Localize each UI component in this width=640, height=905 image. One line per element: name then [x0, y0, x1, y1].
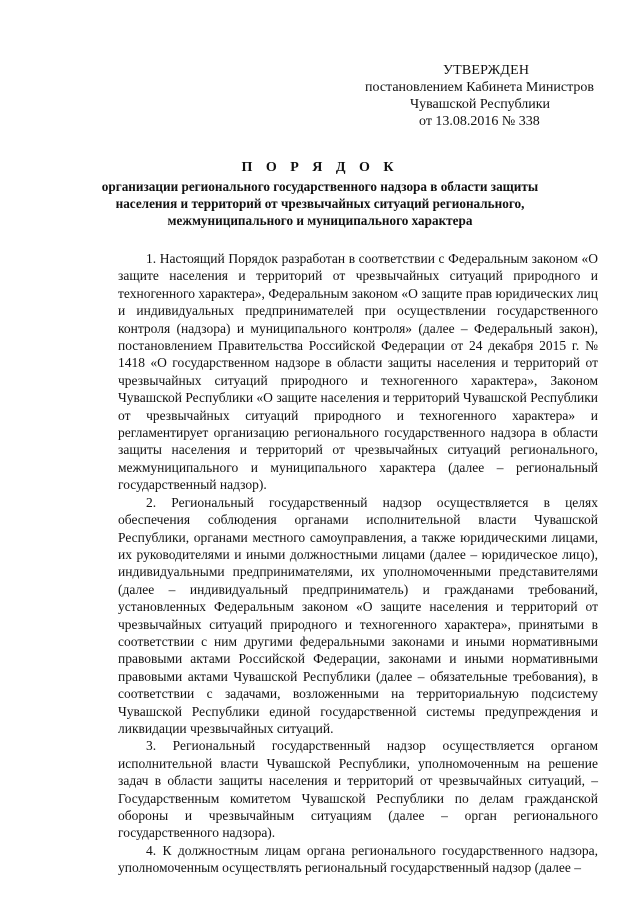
approval-stamp-block — [365, 62, 625, 130]
paragraph-2: 2. Региональный государственный надзор осуществляется в целях обеспечения соблюдения органами исполнительной власти Чувашской Республики, органами местного самоуправления, а также юридическими лицами, их руководителями и иными должностными лицами (далее – юридическое лицо), индивидуальными предпринимателями, их уполномоченными представителями (далее – индивидуальный предприниматель) и гражданами требований, установленных Федеральным законом «О защите населения и территорий от чрезвычайных ситуаций природного и техногенного характера», принятыми в соответствии с ним другими федеральными законами и иными нормативными правовыми актами Российской Федерации, законами и иными нормативными правовыми актами Чувашской Республики (далее – обязательные требования), в соответствии с задачами, возложенными на территориальную подсистему Чувашской Республики единой государственной системы предупреждения и ликвидации чрезвычайных ситуаций. — [118, 494, 598, 736]
approval-line-republic: Чувашской Республики — [410, 97, 551, 112]
approval-line-issuer: постановлением Кабинета Министров — [365, 80, 594, 95]
paragraph-1: 1. Настоящий Порядок разработан в соответствии с Федеральным законом «О защите населения и территорий от чрезвычайных ситуаций природного и техногенного характера», Федеральным законом «О защите прав юридических лиц и индивидуальных предпринимателей при осуществлении государственного контроля (надзора) и муниципального контроля» (далее – Федеральный закон), постановлением Правительства Российской Федерации от 24 декабря 2015 г. № 1418 «О государственном надзоре в области защиты населения и территорий от чрезвычайных ситуаций природного и техногенного характера», Законом Чувашской Республики «О защите населения и территорий Чувашской Республики от чрезвычайных ситуаций природного и техногенного характера» и регламентирует организацию регионального государственного надзора в области защиты населения и территорий от чрезвычайных ситуаций регионального, межмуниципального и муниципального характера (далее – региональный государственный надзор). — [118, 251, 598, 493]
document-title: П О Р Я Д О К — [241, 160, 399, 175]
paragraph-3: 3. Региональный государственный надзор осуществляется органом исполнительной власти Чувашской Республики, уполномоченным на решение задач в области защиты населения и территорий от чрезвычайных ситуаций, – Государственным комитетом Чувашской Республики по делам гражданской обороны и чрезвычайным ситуациям (далее – орган регионального государственного надзора). — [118, 738, 598, 841]
document-subtitle: организации регионального государственного надзора в области защиты населения и территорий от чрезвычайных ситуаций регионального, межмуниципального и муниципального характера — [101, 179, 539, 228]
approval-title: УТВЕРЖДЕН — [443, 63, 530, 78]
approval-line-date-number: от 13.08.2016 № 338 — [419, 114, 540, 129]
document-body — [118, 250, 598, 877]
paragraph-4: 4. К должностным лицам органа регионального государственного надзора, уполномоченным осуществлять региональный государственный надзор (далее – — [118, 842, 598, 876]
